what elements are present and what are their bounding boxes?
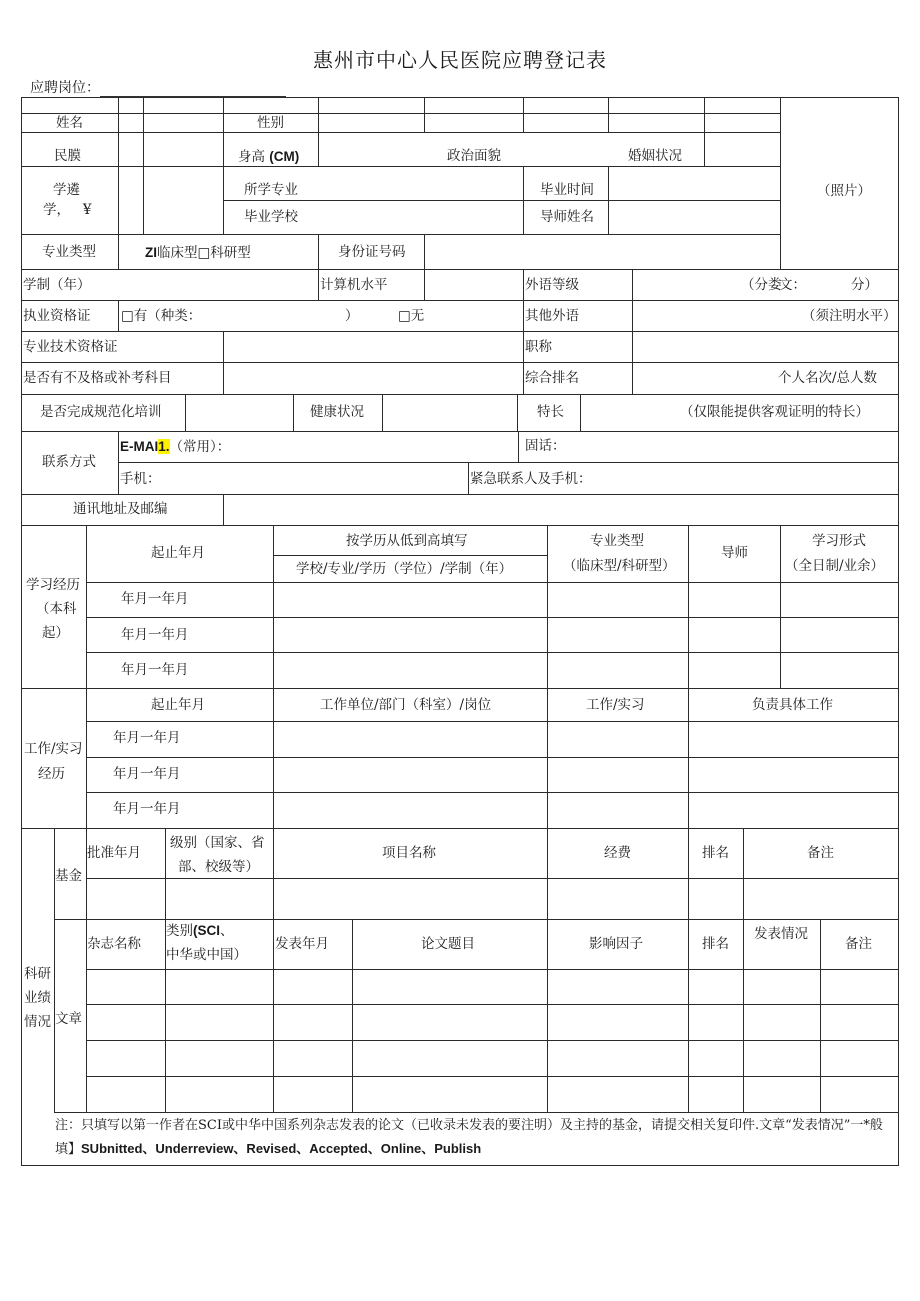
fund-col-funding: 经费 bbox=[604, 845, 631, 861]
article-col-impact: 影响因子 bbox=[589, 936, 643, 952]
license-yes-option[interactable]: □有（种类： bbox=[121, 308, 202, 324]
article-col-remark: 备注 bbox=[845, 936, 872, 952]
label-marital: 婚姻状况 bbox=[628, 148, 682, 164]
article-kind-rest: 、 bbox=[220, 923, 234, 939]
label-height-text: 身高 bbox=[238, 149, 265, 165]
label-tech-cert: 专业技术资格证 bbox=[23, 339, 118, 355]
note-line-1: 注：只填写以第一作者在SCI或中华中国系列杂志发表的论文（已收录未发表的要注明）及主持的基金，请提交相关复印件.文章“发表情况”一*般 bbox=[55, 1118, 883, 1133]
label-phone: 固话： bbox=[525, 438, 566, 454]
label-grad-time: 毕业时间 bbox=[540, 182, 594, 198]
study-col-form-top: 学习形式 bbox=[812, 533, 866, 549]
study-col-advisor: 导师 bbox=[721, 545, 748, 561]
work-col-kind: 工作/实习 bbox=[586, 697, 645, 713]
fund-col-rank: 排名 bbox=[702, 845, 729, 861]
note-line-2 bbox=[55, 1142, 481, 1158]
label-ethnicity: 民膜 bbox=[54, 148, 81, 164]
label-computer-level: 计算机水平 bbox=[320, 277, 388, 293]
fund-col-project: 项目名称 bbox=[382, 845, 436, 861]
label-mobile: 手机： bbox=[120, 471, 161, 487]
research-section-label-1: 科研 bbox=[24, 966, 51, 982]
apply-position-label: 应聘岗位： bbox=[30, 80, 100, 96]
major-type-options[interactable] bbox=[145, 245, 251, 262]
study-row-period: 年月一年月 bbox=[121, 627, 189, 643]
label-title-rank: 职称 bbox=[525, 339, 552, 355]
study-section-label-1: 学习经历 bbox=[26, 577, 80, 593]
label-address: 通讯地址及邮编 bbox=[73, 501, 168, 517]
article-col-kind-1 bbox=[166, 923, 234, 940]
form-title: 惠州市中心人民医院应聘登记表 bbox=[313, 48, 607, 72]
research-section-label-3: 情况 bbox=[24, 1014, 51, 1030]
article-col-status: 发表情况 bbox=[754, 926, 808, 942]
label-political: 政治面貌 bbox=[447, 148, 501, 164]
work-col-duty: 负责具体工作 bbox=[752, 697, 833, 713]
major-type-prefix: ZI bbox=[145, 245, 157, 260]
label-contact: 联系方式 bbox=[42, 454, 96, 470]
specialty-note: （仅限能提供客观证明的特长） bbox=[680, 404, 869, 420]
label-education: 学遴 bbox=[53, 182, 80, 198]
study-col-type-top: 专业类型 bbox=[590, 533, 644, 549]
article-col-kind-2: 中华或中国） bbox=[166, 947, 247, 963]
work-section-label-2: 经历 bbox=[38, 766, 65, 782]
article-col-title: 论文题目 bbox=[421, 936, 475, 952]
major-type-value: 临床型□科研型 bbox=[157, 245, 251, 261]
label-overall-rank: 综合排名 bbox=[525, 370, 579, 386]
research-section-label-2: 业绩 bbox=[24, 990, 51, 1006]
label-degree bbox=[43, 203, 91, 219]
fund-col-remark: 备注 bbox=[807, 845, 834, 861]
score-hint-1: （分娄 bbox=[741, 277, 782, 293]
study-col-type-bottom: （临床型/科研型） bbox=[563, 558, 676, 574]
fund-col-level-2: 部、校级等） bbox=[178, 859, 259, 875]
label-other-lang: 其他外语 bbox=[525, 308, 579, 324]
label-specialty: 特长 bbox=[537, 404, 564, 420]
work-row-period: 年月一年月 bbox=[113, 801, 181, 817]
fund-col-approve-date: 批准年月 bbox=[87, 845, 141, 861]
apply-position-blank[interactable] bbox=[100, 83, 286, 97]
label-email bbox=[120, 439, 230, 456]
research-article-label: 文章 bbox=[55, 1011, 82, 1027]
label-degree-mark: ¥ bbox=[82, 202, 92, 218]
article-kind-bold: (SCI bbox=[193, 923, 220, 938]
label-training: 是否完成规范化培训 bbox=[40, 404, 162, 420]
study-row-period: 年月一年月 bbox=[121, 591, 189, 607]
study-col-school-top: 按学历从低到高填写 bbox=[346, 533, 468, 549]
label-foreign-level: 外语等级 bbox=[525, 277, 579, 293]
score-hint-2: 文： bbox=[779, 277, 806, 293]
fund-col-level-1: 级别（国家、省 bbox=[170, 835, 265, 851]
article-col-rank: 排名 bbox=[702, 936, 729, 952]
label-major-type: 专业类型 bbox=[42, 244, 96, 260]
note-line-2-prefix: 填】 bbox=[55, 1142, 82, 1157]
study-section-label-2: （本科 bbox=[36, 601, 77, 617]
label-grad-school: 毕业学校 bbox=[244, 209, 298, 225]
label-study-length: 学制（年） bbox=[23, 277, 91, 293]
photo-placeholder: （照片） bbox=[817, 183, 871, 199]
label-advisor-name: 导师姓名 bbox=[540, 209, 594, 225]
rank-format: 个人名次/总人数 bbox=[778, 370, 878, 386]
study-col-school-bottom: 学校/专业/学历（学位）/学制（年） bbox=[296, 561, 513, 577]
study-col-period: 起止年月 bbox=[151, 545, 205, 561]
label-emergency: 紧急联系人及手机： bbox=[470, 471, 592, 487]
work-row-period: 年月一年月 bbox=[113, 766, 181, 782]
label-name: 姓名 bbox=[56, 115, 83, 131]
label-id-number: 身份证号码 bbox=[338, 244, 406, 260]
label-major: 所学专业 bbox=[244, 182, 298, 198]
work-col-unit: 工作单位/部门（科室）/岗位 bbox=[320, 697, 492, 713]
label-height-unit: (CM) bbox=[269, 149, 300, 164]
note-level: （须注明水平） bbox=[802, 308, 897, 324]
article-col-pub-year: 发表年月 bbox=[275, 936, 329, 952]
study-section-label-3: 起） bbox=[42, 625, 69, 641]
article-kind-prefix: 类别 bbox=[166, 923, 193, 939]
label-height bbox=[238, 149, 299, 166]
label-degree-text: 学， bbox=[43, 202, 70, 218]
score-hint-3: 分） bbox=[851, 277, 878, 293]
research-fund-label: 基金 bbox=[55, 868, 82, 884]
label-health: 健康状况 bbox=[310, 404, 364, 420]
label-failed-exam: 是否有不及格或补考科目 bbox=[23, 370, 172, 386]
study-row-period: 年月一年月 bbox=[121, 662, 189, 678]
email-rest: （常用）： bbox=[169, 439, 231, 455]
work-col-period: 起止年月 bbox=[151, 697, 205, 713]
article-col-journal: 杂志名称 bbox=[87, 936, 141, 952]
license-no-option[interactable]: □无 bbox=[398, 308, 425, 324]
label-gender: 性别 bbox=[257, 115, 284, 131]
study-col-form-bottom: （全日制/业余） bbox=[785, 558, 885, 574]
work-row-period: 年月一年月 bbox=[113, 730, 181, 746]
label-license: 执业资格证 bbox=[23, 308, 91, 324]
work-section-label-1: 工作/实习 bbox=[24, 741, 83, 757]
email-bold: E-MAI bbox=[120, 439, 159, 454]
email-mark: 1. bbox=[158, 439, 170, 454]
apply-position-field[interactable] bbox=[30, 77, 286, 97]
license-close-paren: ） bbox=[345, 308, 359, 324]
note-line-2-status-list: SUbnitted、Underreview、Revised、Accepted、Online、Publish bbox=[81, 1141, 482, 1156]
